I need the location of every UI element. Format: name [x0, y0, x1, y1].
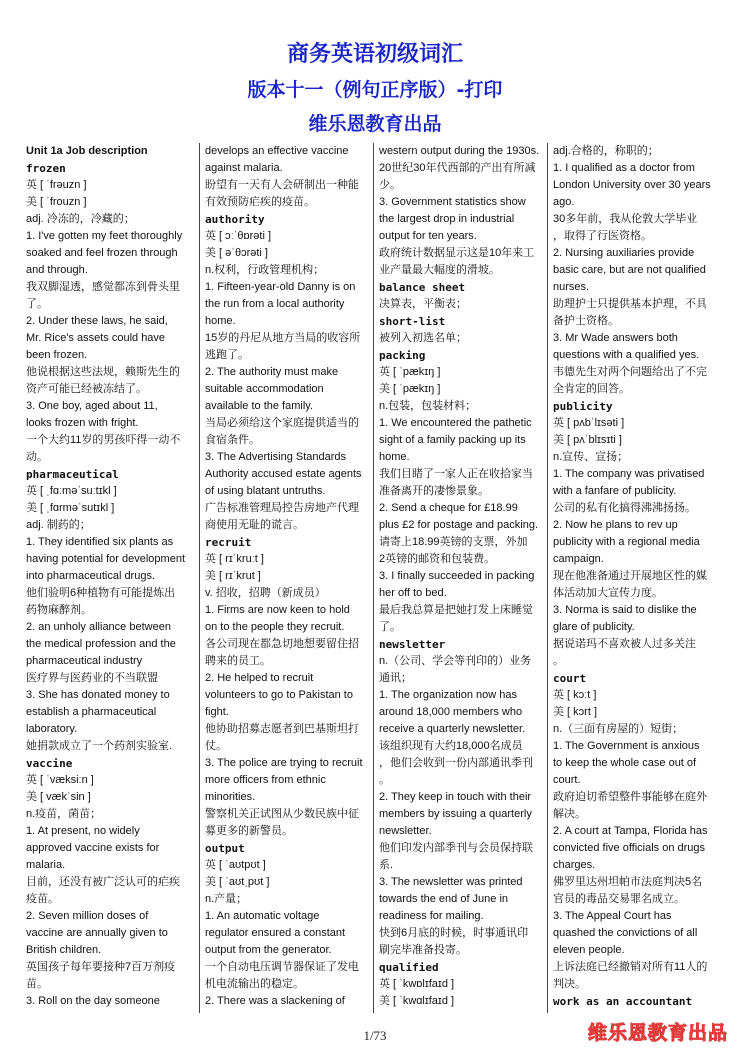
entry-line: 美 [ vækˈsin ]	[26, 791, 91, 803]
entry-line: 警察机关正试图从少数民族中征	[205, 808, 359, 820]
column-3	[373, 143, 545, 1013]
entry-line: 食宿条件。	[205, 434, 260, 446]
entry-line: basic care, but are not qualified	[553, 264, 706, 276]
entry-line: on to the people they recruit.	[205, 621, 345, 633]
document-publisher: 维乐恩教育出品	[308, 113, 442, 135]
entry-line: 他说根据这些法规，赖斯先生的	[26, 366, 180, 378]
entry-line: soaked and feel frozen through	[26, 247, 178, 259]
entry-line: 30多年前，我从伦敦大学毕业	[553, 213, 698, 225]
entry-line: 。	[379, 774, 390, 786]
entry-line: fight.	[205, 706, 229, 718]
entry-line: 决算表，平衡表；	[379, 298, 467, 310]
entry-line: 2. A court at Tampa, Florida has	[553, 825, 708, 837]
entry-line: 3. The newsletter was printed	[379, 876, 523, 888]
vocab-headword: newsletter	[379, 638, 446, 651]
entry-line: 3. She has donated money to	[26, 689, 170, 701]
entry-line: 20世纪30年代西部的产出有所减	[379, 162, 536, 174]
entry-line: establish a pharmaceutical	[26, 706, 157, 718]
entry-line: 助理护士只提供基本护理，不具	[553, 298, 707, 310]
entry-line: 备护士资格。	[553, 315, 619, 327]
publisher-watermark: 维乐恩教育出品	[588, 1022, 729, 1044]
entry-line: 英 [ ˈfrəuzn ]	[26, 179, 87, 191]
entry-line: looks frozen with fright.	[26, 417, 139, 429]
entry-line: 他协助招募志愿者到巴基斯坦打	[205, 723, 359, 735]
entry-line: 3. Government statistics show	[379, 196, 526, 208]
entry-line: 佛罗里达州坦帕市法庭判决5名	[553, 876, 703, 888]
entry-line: 1. The Government is anxious	[553, 740, 700, 752]
entry-line: adj. 冷冻的，冷藏的；	[26, 213, 135, 225]
entry-line: 韦德先生对两个问题给出了不完	[553, 366, 707, 378]
entry-line: 英 [ ˈvæksiːn ]	[26, 774, 94, 786]
entry-line: 目前，还没有被广泛认可的疟疾	[26, 876, 180, 888]
entry-line: ago.	[553, 196, 575, 208]
entry-line: 2. Send a cheque for £18.99	[379, 502, 518, 514]
entry-line: 美 [ rɪˈkrut ]	[205, 570, 261, 582]
entry-line: 2. He helped to recruit	[205, 672, 314, 684]
entry-line: available to the family.	[205, 400, 314, 412]
entry-line: having potential for development	[26, 553, 185, 565]
entry-line: more officers from ethnic	[205, 774, 326, 786]
vocab-headword: court	[553, 672, 587, 685]
entry-line: Authority accused estate agents	[205, 468, 362, 480]
entry-line: into pharmaceutical drugs.	[26, 570, 156, 582]
entry-line: 被列入初选名单；	[379, 332, 467, 344]
entry-line: nurses.	[553, 281, 590, 293]
entry-line: to keep the whole case out of	[553, 757, 697, 769]
entry-line: 资产可能已经被冻结了。	[26, 383, 147, 395]
entry-line: 仗。	[205, 740, 227, 752]
entry-line: 英 [ ɔːˈθɒrəti ]	[205, 230, 272, 242]
entry-line: and through.	[26, 264, 88, 276]
entry-line: n.（三面有房屋的）短街；	[553, 723, 684, 735]
entry-line: 1. We encountered the pathetic	[379, 417, 532, 429]
entry-line: 药物麻醉剂。	[26, 604, 92, 616]
document-title: 商务英语初级词汇	[286, 42, 463, 67]
entry-line: publicity with a regional media	[553, 536, 700, 548]
entry-line: 一个大约11岁的男孩吓得一动不	[26, 434, 181, 446]
entry-line: pharmaceutical industry	[26, 655, 143, 667]
entry-line: n.宣传、宣扬；	[553, 451, 629, 463]
entry-line: the run from a local authority	[205, 298, 345, 310]
entry-line: 1. An automatic voltage	[205, 910, 320, 922]
entry-line: 1. The company was privatised	[553, 468, 705, 480]
entry-line: 美 [ ˈpækɪŋ ]	[379, 383, 441, 395]
entry-line: 通讯；	[379, 672, 412, 684]
entry-line: 2. Under these laws, he said,	[26, 315, 168, 327]
entry-line: 2. The authority must make	[205, 366, 339, 378]
entry-line: 英 [ ˈaʊtpʊt ]	[205, 859, 266, 871]
entry-line: 一个自动电压调节器保证了发电	[205, 961, 359, 973]
entry-line: 1. At present, no widely	[26, 825, 140, 837]
entry-line: 3. The Appeal Court has	[553, 910, 672, 922]
entry-line: quashed the convictions of all	[553, 927, 698, 939]
entry-line: 3. Roll on the day someone	[26, 995, 160, 1007]
vocab-headword: packing	[379, 349, 426, 362]
entry-line: 1. I've gotten my feet thoroughly	[26, 230, 183, 242]
vocab-headword: work as an accountant	[553, 995, 693, 1008]
entry-line: v. 招收，招聘（新成员）	[205, 587, 326, 599]
entry-line: convicted five officials on drugs	[553, 842, 706, 854]
entry-line: the medical profession and the	[26, 638, 176, 650]
vocab-headword: output	[205, 842, 245, 855]
vocab-headword: authority	[205, 213, 265, 226]
entry-line: towards the end of June in	[379, 893, 509, 905]
entry-line: 据说诺玛不喜欢被人过多关注	[553, 638, 696, 650]
entry-line: 3. Mr Wade answers both	[553, 332, 678, 344]
entry-line: the largest drop in industrial	[379, 213, 515, 225]
entry-line: 盼望有一天有人会研制出一种能	[205, 179, 359, 191]
entry-line: 我双脚湿透，感觉都冻到骨头里	[26, 281, 180, 293]
entry-line: plus £2 for postage and packing.	[379, 519, 539, 531]
entry-line: ，他们会收到一份内部通讯季刊	[379, 757, 533, 769]
entry-line: home.	[205, 315, 236, 327]
entry-line: 业产量最大幅度的滑坡。	[379, 264, 500, 276]
entry-line: 了。	[379, 621, 401, 633]
entry-line: 2. There was a slackening of	[205, 995, 345, 1007]
entry-line: 判决。	[553, 978, 586, 990]
entry-line: readiness for mailing.	[379, 910, 484, 922]
entry-line: 美 [ ˌfɑrməˈsutɪkl ]	[26, 502, 115, 514]
entry-line: 政府统计数据显示这是10年来工	[379, 247, 535, 259]
entry-line: develops an effective vaccine	[205, 145, 349, 157]
entry-line: n.产量；	[205, 893, 248, 905]
entry-line: approved vaccine exists for	[26, 842, 160, 854]
entry-line: 了。	[26, 298, 48, 310]
vocab-headword: publicity	[553, 400, 613, 413]
document-header	[0, 40, 750, 138]
vocab-headword: vaccine	[26, 757, 73, 770]
entry-line: 有效预防疟疾的疫苗。	[205, 196, 315, 208]
entry-line: charges.	[553, 859, 596, 871]
entry-line: 3. I finally succeeded in packing	[379, 570, 535, 582]
entry-line: with a fanfare of publicity.	[553, 485, 677, 497]
column-1	[24, 143, 194, 1013]
entry-line: western output during the 1930s.	[379, 145, 540, 157]
entry-line: 英 [ ˈpækɪŋ ]	[379, 366, 441, 378]
entry-line: adj. 制药的；	[26, 519, 91, 531]
entry-line: 2英镑的邮资和包装费。	[379, 553, 496, 565]
entry-line: her off to bed.	[379, 587, 447, 599]
vocab-headword: short-list	[379, 315, 446, 328]
entry-line: 解决。	[553, 808, 586, 820]
entry-line: 2. Now he plans to rev up	[553, 519, 678, 531]
entry-line: court.	[553, 774, 581, 786]
entry-line: members by issuing a quarterly	[379, 808, 532, 820]
entry-line: 美 [ kɔrt ]	[553, 706, 597, 718]
entry-line: 。	[553, 655, 564, 667]
vocab-headword: balance sheet	[379, 281, 466, 294]
entry-line: against malaria.	[205, 162, 283, 174]
entry-line: 3. One boy, aged about 11,	[26, 400, 158, 412]
entry-line: receive a quarterly newsletter.	[379, 723, 526, 735]
vocab-headword: recruit	[205, 536, 252, 549]
entry-line: 疫苗。	[26, 893, 59, 905]
entry-line: 聘来的员工。	[205, 655, 271, 667]
entry-line: n.权利，行政管理机构；	[205, 264, 325, 276]
entry-line: 请寄上18.99英镑的支票，外加	[379, 536, 528, 548]
entry-line: British children.	[26, 944, 102, 956]
entry-line: 广告标准管理局控告房地产代理	[205, 502, 359, 514]
entry-line: 美 [ ˈaʊtˌpʊt ]	[205, 876, 270, 888]
entry-line: 该组织现有大约18,000名成员	[379, 740, 523, 752]
column-4	[547, 143, 725, 1013]
entry-line: 快到6月底的时候，时事通讯印	[379, 927, 529, 939]
entry-line: volunteers to go to Pakistan to	[205, 689, 353, 701]
entry-line: suitable accommodation	[205, 383, 324, 395]
entry-line: 1. The organization now has	[379, 689, 517, 701]
entry-line: Mr. Rice's assets could have	[26, 332, 166, 344]
entry-line: 机电流输出的稳定。	[205, 978, 304, 990]
entry-line: 2. Seven million doses of	[26, 910, 149, 922]
entry-line: 政府迫切希望整件事能够在庭外	[553, 791, 707, 803]
entry-line: 上诉法庭已经撤销对所有11人的	[553, 961, 708, 973]
entry-line: 美 [ ˈkwɑlɪfaɪd ]	[379, 995, 455, 1007]
entry-line: 苗。	[26, 978, 48, 990]
entry-line: 当局必须给这个家庭提供适当的	[205, 417, 359, 429]
entry-line: around 18,000 members who	[379, 706, 523, 718]
entry-line: 各公司现在都急切地想要留住招	[205, 638, 359, 650]
entry-line: questions with a qualified yes.	[553, 349, 700, 361]
entry-line: 现在他准备通过开展地区性的媒	[553, 570, 707, 582]
entry-line: output from the generator.	[205, 944, 332, 956]
entry-line: 1. Firms are now keen to hold	[205, 604, 350, 616]
entry-line: 2. an unholy alliance between	[26, 621, 171, 633]
entry-line: 最后我总算是把她打发上床睡觉	[379, 604, 533, 616]
page-number: 1/73	[363, 1028, 387, 1043]
entry-line: 1. They identified six plants as	[26, 536, 174, 548]
entry-line: 美 [ pʌˈblɪsɪti ]	[553, 434, 622, 446]
entry-line: laboratory.	[26, 723, 78, 735]
entry-line: 英国孩子每年要接种7百万剂疫	[26, 961, 176, 973]
entry-line: 逃跑了。	[205, 349, 249, 361]
entry-line: 公司的私有化搞得沸沸扬扬。	[553, 502, 696, 514]
vocab-headword: pharmaceutical	[26, 468, 119, 481]
entry-line: 少。	[379, 179, 401, 191]
entry-line: home.	[379, 451, 410, 463]
entry-line: 募更多的新警员。	[205, 825, 293, 837]
entry-line: 美 [ ˈfrouzn ]	[26, 196, 87, 208]
vocab-headword: frozen	[26, 162, 66, 175]
entry-line: 英 [ pʌbˈlɪsəti ]	[553, 417, 625, 429]
entry-line: 1. I qualified as a doctor from	[553, 162, 695, 174]
entry-line: malaria.	[26, 859, 66, 871]
entry-line: 3. The police are trying to recruit	[205, 757, 363, 769]
entry-line: 2. Nursing auxiliaries provide	[553, 247, 695, 259]
entry-line: 全肯定的回答。	[553, 383, 630, 395]
entry-line: 英 [ ˌfɑːməˈsuːtɪkl ]	[26, 485, 117, 497]
document-subtitle: 版本十一（例句正序版）-打印	[247, 79, 503, 101]
entry-line: 美 [ əˈθɔrəti ]	[205, 247, 268, 259]
entry-line: 医疗界与医药业的不当联盟	[26, 672, 158, 684]
vocab-headword: qualified	[379, 961, 439, 974]
entry-line: 3. Norma is said to dislike the	[553, 604, 697, 616]
entry-line: 她捐款成立了一个药剂实验室.	[26, 740, 173, 752]
entry-line: 3. The Advertising Standards	[205, 451, 347, 463]
entry-line: been frozen.	[26, 349, 88, 361]
entry-line: of using blatant untruths.	[205, 485, 326, 497]
entry-line: 准备离开的凄惨景象。	[379, 485, 489, 497]
entry-line: n.疫苗，菌苗；	[26, 808, 102, 820]
entry-line: 1. Fifteen-year-old Danny is on	[205, 281, 356, 293]
entry-line: 动。	[26, 451, 48, 463]
entry-line: adj.合格的，称职的；	[553, 145, 659, 157]
entry-line: vaccine are annually given to	[26, 927, 168, 939]
unit-heading: Unit 1a Job description	[26, 145, 148, 157]
vocabulary-columns	[24, 143, 724, 1013]
entry-line: n.（公司、学会等刊印的）业务	[379, 655, 532, 667]
entry-line: 他们印发内部季刊与会员保持联	[379, 842, 533, 854]
entry-line: London University over 30 years	[553, 179, 711, 191]
entry-line: 他们验明6种植物有可能提炼出	[26, 587, 176, 599]
entry-line: campaign.	[553, 553, 604, 565]
entry-line: eleven people.	[553, 944, 625, 956]
entry-line: regulator ensured a constant	[205, 927, 346, 939]
entry-line: 体活动加大宣传力度。	[553, 587, 663, 599]
entry-line: sight of a family packing up its	[379, 434, 526, 446]
entry-line: 2. They keep in touch with their	[379, 791, 532, 803]
entry-line: minorities.	[205, 791, 256, 803]
entry-line: 刷完毕准备投寄。	[379, 944, 467, 956]
entry-line: 官员的毒品交易罪名成立。	[553, 893, 685, 905]
entry-line: 英 [ ˈkwɒlɪfaɪd ]	[379, 978, 455, 990]
entry-line: ，取得了行医资格。	[553, 230, 652, 242]
entry-line: glare of publicity.	[553, 621, 635, 633]
entry-line: 商使用无耻的谎言。	[205, 519, 304, 531]
entry-line: 英 [ kɔːt ]	[553, 689, 597, 701]
entry-line: output for ten years.	[379, 230, 477, 242]
entry-line: 我们目睹了一家人正在收拾家当	[379, 468, 533, 480]
entry-line: 英 [ rɪˈkruːt ]	[205, 553, 264, 565]
entry-line: n.包装，包装材料；	[379, 400, 477, 412]
entry-line: 系.	[379, 859, 394, 871]
entry-line: newsletter.	[379, 825, 432, 837]
entry-line: 15岁的丹尼从地方当局的收容所	[205, 332, 361, 344]
column-2	[199, 143, 371, 1013]
